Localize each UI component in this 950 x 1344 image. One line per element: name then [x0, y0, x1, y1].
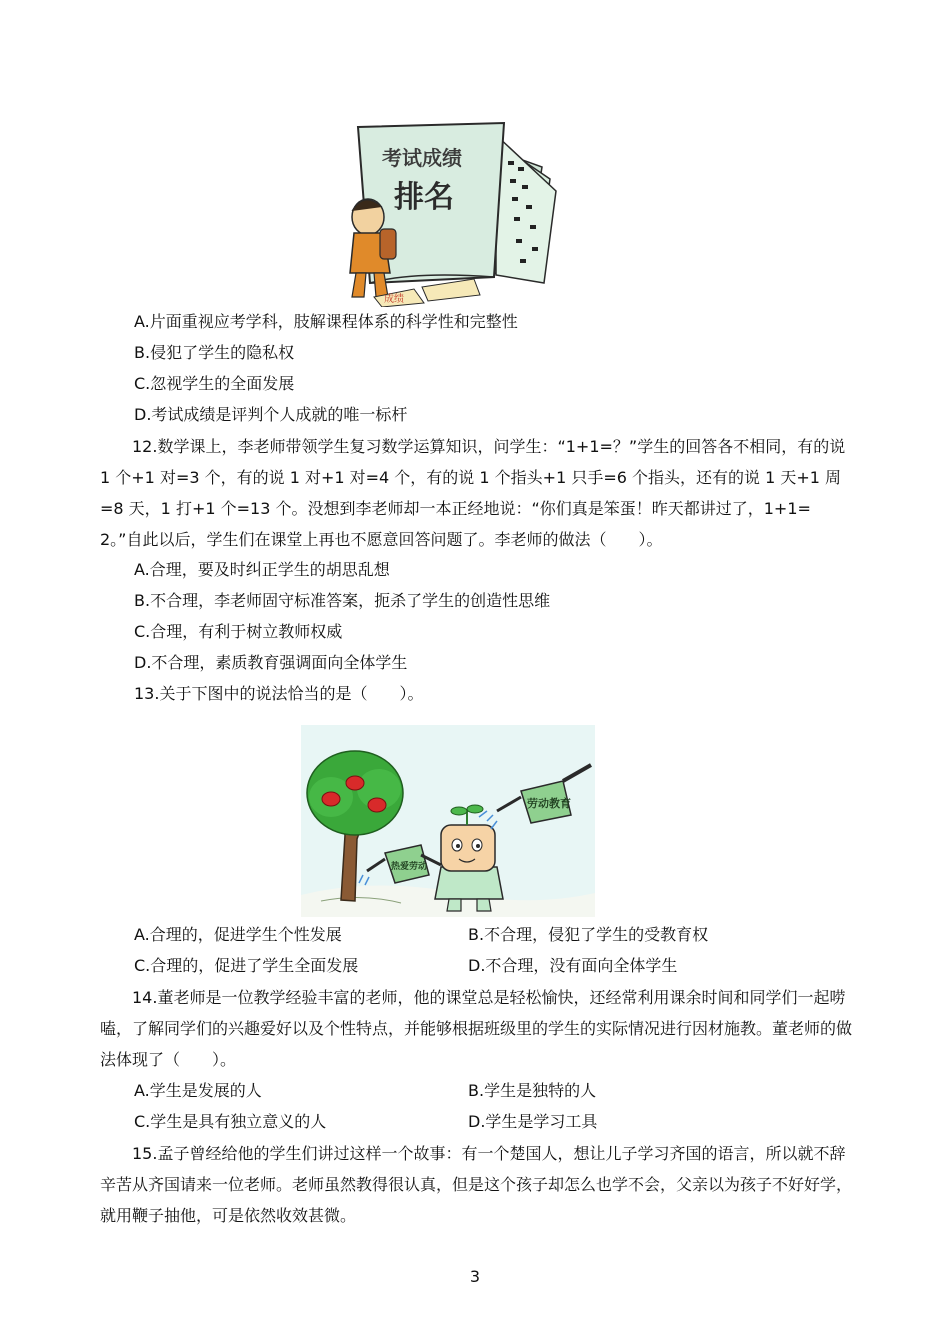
- q14-option-c: C.学生是具有独立意义的人: [134, 1112, 327, 1131]
- q13-option-a: A.合理的，促进学生个性发展: [134, 925, 342, 944]
- q12-option-b: B.不合理，李老师固守标准答案，扼杀了学生的创造性思维: [134, 591, 551, 610]
- q11-option-a: A.片面重视应考学科，肢解课程体系的科学性和完整性: [134, 312, 518, 331]
- labor-education-illustration: [301, 725, 595, 917]
- page-number: 3: [469, 1267, 481, 1286]
- q13-option-d: D.不合理，没有面向全体学生: [468, 956, 678, 975]
- q13-option-c: C.合理的，促进了学生全面发展: [134, 956, 359, 975]
- q12-option-c: C.合理，有利于树立教师权威: [134, 622, 343, 641]
- q12-option-a: A.合理，要及时纠正学生的胡思乱想: [134, 560, 390, 579]
- love-labor-can-label: 热爱劳动: [391, 862, 428, 872]
- q12-option-d: D.不合理，素质教育强调面向全体学生: [134, 653, 408, 672]
- q15-stem: 15.孟子曾经给他的学生们讲过这样一个故事：有一个楚国人，想让儿子学习齐国的语言，所以就不辞辛苦从齐国请来一位老师。老师虽然教得很认真，但是这个孩子却怎么也学不会，父亲以为孩子不好好学，就用鞭子抽他，可是依然收效甚微。: [100, 1144, 853, 1225]
- exam-ranking-illustration: [344, 121, 563, 307]
- q11-option-b: B.侵犯了学生的隐私权: [134, 343, 295, 362]
- exam-paper-ranking: 排名: [394, 180, 454, 215]
- q11-option-d: D.考试成绩是评判个人成就的唯一标杆: [134, 405, 408, 424]
- q14-option-b: B.学生是独特的人: [468, 1081, 597, 1100]
- exam-paper-title: 考试成绩: [382, 146, 462, 170]
- q14-option-d: D.学生是学习工具: [468, 1112, 598, 1131]
- q11-option-c: C.忽视学生的全面发展: [134, 374, 295, 393]
- labor-education-can-label: 劳动教育: [527, 797, 571, 810]
- grade-tag: 成绩: [384, 294, 404, 305]
- q14-option-a: A.学生是发展的人: [134, 1081, 262, 1100]
- q12-stem: 12.数学课上，李老师带领学生复习数学运算知识，问学生：“1+1=？”学生的回答各不相同，有的说 1 个+1 对=3 个，有的说 1 对+1 对=4 个，有的说 1 个指头+1 只手=6 个指头，还有的说 1 天+1 周=8 天，1 打+1 个=13 个。没想到李老师却一本正经地说：“你们真是笨蛋！昨天都讲过了，1+1=2。”自此以后，学生们在课堂上再也不愿意回答问题了。李老师的做法（ ）。: [100, 437, 846, 549]
- q13-option-b: B.不合理，侵犯了学生的受教育权: [468, 925, 709, 944]
- q13-stem: 13.关于下图中的说法恰当的是（ ）。: [134, 684, 424, 703]
- q14-stem: 14.董老师是一位教学经验丰富的老师，他的课堂总是轻松愉快，还经常利用课余时间和同学们一起唠嗑，了解同学们的兴趣爱好以及个性特点，并能够根据班级里的学生的实际情况进行因材施教。董老师的做法体现了（ ）。: [100, 988, 853, 1069]
